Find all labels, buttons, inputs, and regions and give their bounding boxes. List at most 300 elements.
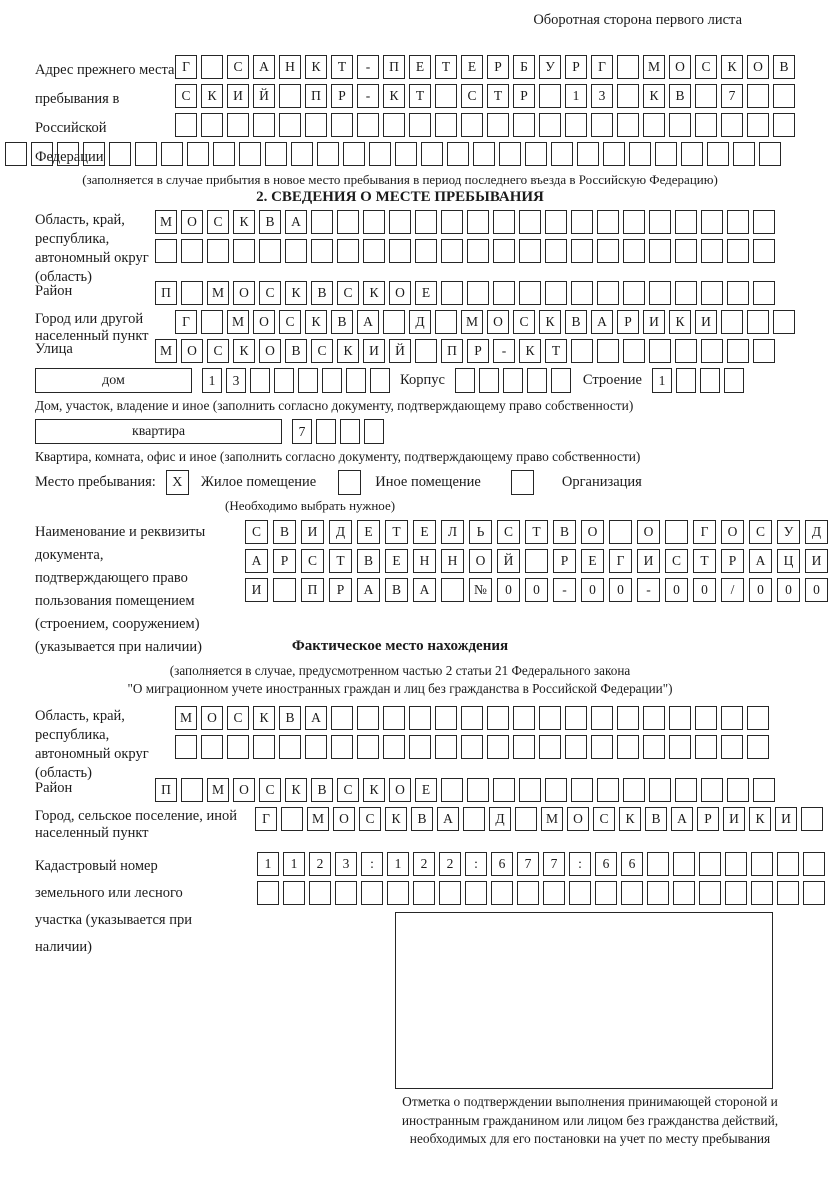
- char-cell[interactable]: [435, 706, 457, 730]
- char-cell[interactable]: К: [643, 84, 665, 108]
- char-cell[interactable]: С: [279, 310, 301, 334]
- char-cell[interactable]: [623, 281, 645, 305]
- char-cell[interactable]: М: [155, 210, 177, 234]
- char-cell[interactable]: [675, 210, 697, 234]
- char-cell[interactable]: [415, 239, 437, 263]
- char-cell[interactable]: Й: [497, 549, 520, 573]
- char-cell[interactable]: [415, 339, 437, 363]
- char-cell[interactable]: [181, 281, 203, 305]
- char-cell[interactable]: [331, 113, 353, 137]
- char-cell[interactable]: О: [487, 310, 509, 334]
- char-cell[interactable]: К: [383, 84, 405, 108]
- char-cell[interactable]: [647, 852, 669, 876]
- char-cell[interactable]: Т: [409, 84, 431, 108]
- char-cell[interactable]: [623, 778, 645, 802]
- char-cell[interactable]: 6: [491, 852, 513, 876]
- char-cell[interactable]: [487, 735, 509, 759]
- char-cell[interactable]: [447, 142, 469, 166]
- char-cell[interactable]: [513, 706, 535, 730]
- char-cell[interactable]: [525, 549, 548, 573]
- char-cell[interactable]: [571, 778, 593, 802]
- char-cell[interactable]: В: [669, 84, 691, 108]
- char-cell[interactable]: Г: [693, 520, 716, 544]
- char-cell[interactable]: С: [245, 520, 268, 544]
- char-cell[interactable]: [515, 807, 537, 831]
- char-cell[interactable]: О: [567, 807, 589, 831]
- char-cell[interactable]: -: [493, 339, 515, 363]
- char-cell[interactable]: И: [301, 520, 324, 544]
- char-cell[interactable]: [389, 210, 411, 234]
- char-cell[interactable]: П: [155, 778, 177, 802]
- char-cell[interactable]: Н: [441, 549, 464, 573]
- char-cell[interactable]: [701, 778, 723, 802]
- char-cell[interactable]: М: [461, 310, 483, 334]
- char-cell[interactable]: [409, 706, 431, 730]
- char-cell[interactable]: [597, 281, 619, 305]
- char-cell[interactable]: В: [773, 55, 795, 79]
- char-cell[interactable]: В: [385, 578, 408, 602]
- char-cell[interactable]: [519, 239, 541, 263]
- char-cell[interactable]: [727, 281, 749, 305]
- char-cell[interactable]: [257, 881, 279, 905]
- char-cell[interactable]: [317, 142, 339, 166]
- char-cell[interactable]: [346, 368, 366, 393]
- char-cell[interactable]: [753, 239, 775, 263]
- char-cell[interactable]: [675, 778, 697, 802]
- char-cell[interactable]: [357, 706, 379, 730]
- char-cell[interactable]: 0: [693, 578, 716, 602]
- char-cell[interactable]: [803, 881, 825, 905]
- char-cell[interactable]: [175, 735, 197, 759]
- char-cell[interactable]: [617, 706, 639, 730]
- char-cell[interactable]: 3: [335, 852, 357, 876]
- char-cell[interactable]: [539, 706, 561, 730]
- char-cell[interactable]: [455, 368, 475, 393]
- char-cell[interactable]: [309, 881, 331, 905]
- char-cell[interactable]: [413, 881, 435, 905]
- char-cell[interactable]: А: [357, 578, 380, 602]
- char-cell[interactable]: Е: [461, 55, 483, 79]
- char-cell[interactable]: О: [389, 778, 411, 802]
- char-cell[interactable]: Т: [693, 549, 716, 573]
- char-cell[interactable]: [467, 778, 489, 802]
- char-cell[interactable]: [499, 142, 521, 166]
- char-cell[interactable]: [747, 310, 769, 334]
- char-cell[interactable]: Д: [805, 520, 828, 544]
- char-cell[interactable]: С: [749, 520, 772, 544]
- char-cell[interactable]: [201, 55, 223, 79]
- char-cell[interactable]: [623, 239, 645, 263]
- char-cell[interactable]: [383, 735, 405, 759]
- char-cell[interactable]: О: [581, 520, 604, 544]
- char-cell[interactable]: [643, 113, 665, 137]
- char-cell[interactable]: [591, 706, 613, 730]
- char-cell[interactable]: К: [233, 339, 255, 363]
- char-cell[interactable]: М: [207, 778, 229, 802]
- char-cell[interactable]: С: [593, 807, 615, 831]
- char-cell[interactable]: О: [233, 778, 255, 802]
- char-cell[interactable]: Е: [415, 281, 437, 305]
- char-cell[interactable]: К: [233, 210, 255, 234]
- char-cell[interactable]: Б: [513, 55, 535, 79]
- char-cell[interactable]: К: [749, 807, 771, 831]
- char-cell[interactable]: [525, 142, 547, 166]
- char-cell[interactable]: [751, 852, 773, 876]
- char-cell[interactable]: -: [357, 55, 379, 79]
- char-cell[interactable]: И: [363, 339, 385, 363]
- char-cell[interactable]: [721, 706, 743, 730]
- char-cell[interactable]: [649, 239, 671, 263]
- char-cell[interactable]: [777, 852, 799, 876]
- char-cell[interactable]: [591, 735, 613, 759]
- char-cell[interactable]: [441, 210, 463, 234]
- char-cell[interactable]: С: [359, 807, 381, 831]
- char-cell[interactable]: К: [619, 807, 641, 831]
- char-cell[interactable]: [545, 239, 567, 263]
- char-cell[interactable]: Ь: [469, 520, 492, 544]
- char-cell[interactable]: С: [311, 339, 333, 363]
- char-cell[interactable]: 0: [525, 578, 548, 602]
- char-cell[interactable]: Т: [525, 520, 548, 544]
- char-cell[interactable]: И: [637, 549, 660, 573]
- char-cell[interactable]: [513, 113, 535, 137]
- char-cell[interactable]: О: [389, 281, 411, 305]
- char-cell[interactable]: 1: [565, 84, 587, 108]
- char-cell[interactable]: М: [643, 55, 665, 79]
- char-cell[interactable]: П: [383, 55, 405, 79]
- char-cell[interactable]: [753, 281, 775, 305]
- char-cell[interactable]: Г: [255, 807, 277, 831]
- char-cell[interactable]: 6: [621, 852, 643, 876]
- char-cell[interactable]: [279, 113, 301, 137]
- char-cell[interactable]: [701, 239, 723, 263]
- char-cell[interactable]: [363, 210, 385, 234]
- char-cell[interactable]: [322, 368, 342, 393]
- char-cell[interactable]: [551, 368, 571, 393]
- char-cell[interactable]: /: [721, 578, 744, 602]
- char-cell[interactable]: [387, 881, 409, 905]
- char-cell[interactable]: [773, 113, 795, 137]
- char-cell[interactable]: [699, 852, 721, 876]
- char-cell[interactable]: С: [259, 778, 281, 802]
- char-cell[interactable]: [751, 881, 773, 905]
- char-cell[interactable]: [675, 339, 697, 363]
- char-cell[interactable]: [435, 310, 457, 334]
- char-cell[interactable]: [279, 735, 301, 759]
- char-cell[interactable]: 7: [543, 852, 565, 876]
- char-cell[interactable]: К: [669, 310, 691, 334]
- char-cell[interactable]: [435, 735, 457, 759]
- char-cell[interactable]: [753, 210, 775, 234]
- char-cell[interactable]: [777, 881, 799, 905]
- char-cell[interactable]: [595, 881, 617, 905]
- char-cell[interactable]: :: [361, 852, 383, 876]
- char-cell[interactable]: Р: [273, 549, 296, 573]
- char-cell[interactable]: [669, 113, 691, 137]
- char-cell[interactable]: [383, 113, 405, 137]
- char-cell[interactable]: [461, 113, 483, 137]
- char-cell[interactable]: [395, 142, 417, 166]
- char-cell[interactable]: Р: [697, 807, 719, 831]
- char-cell[interactable]: [274, 368, 294, 393]
- char-cell[interactable]: В: [357, 549, 380, 573]
- char-cell[interactable]: С: [461, 84, 483, 108]
- char-cell[interactable]: [517, 881, 539, 905]
- char-cell[interactable]: [699, 881, 721, 905]
- char-cell[interactable]: С: [497, 520, 520, 544]
- char-cell[interactable]: М: [307, 807, 329, 831]
- char-cell[interactable]: [155, 239, 177, 263]
- char-cell[interactable]: [201, 310, 223, 334]
- char-cell[interactable]: [181, 778, 203, 802]
- char-cell[interactable]: А: [591, 310, 613, 334]
- char-cell[interactable]: Т: [545, 339, 567, 363]
- char-cell[interactable]: [383, 706, 405, 730]
- char-cell[interactable]: Д: [409, 310, 431, 334]
- char-cell[interactable]: О: [259, 339, 281, 363]
- char-cell[interactable]: [519, 210, 541, 234]
- char-cell[interactable]: [727, 210, 749, 234]
- char-cell[interactable]: [773, 310, 795, 334]
- char-cell[interactable]: [649, 339, 671, 363]
- char-cell[interactable]: [747, 706, 769, 730]
- char-cell[interactable]: 0: [497, 578, 520, 602]
- char-cell[interactable]: У: [539, 55, 561, 79]
- char-cell[interactable]: [591, 113, 613, 137]
- char-cell[interactable]: П: [441, 339, 463, 363]
- char-cell[interactable]: [441, 778, 463, 802]
- char-cell[interactable]: [543, 881, 565, 905]
- char-cell[interactable]: [389, 239, 411, 263]
- char-cell[interactable]: [527, 368, 547, 393]
- char-cell[interactable]: [285, 239, 307, 263]
- char-cell[interactable]: [545, 778, 567, 802]
- char-cell[interactable]: [701, 281, 723, 305]
- char-cell[interactable]: К: [285, 281, 307, 305]
- char-cell[interactable]: [665, 520, 688, 544]
- char-cell[interactable]: Р: [617, 310, 639, 334]
- char-cell[interactable]: А: [357, 310, 379, 334]
- char-cell[interactable]: [337, 210, 359, 234]
- char-cell[interactable]: А: [253, 55, 275, 79]
- char-cell[interactable]: [370, 368, 390, 393]
- char-cell[interactable]: [721, 735, 743, 759]
- char-cell[interactable]: Г: [591, 55, 613, 79]
- char-cell[interactable]: [603, 142, 625, 166]
- char-cell[interactable]: [707, 142, 729, 166]
- char-cell[interactable]: В: [285, 339, 307, 363]
- char-cell[interactable]: О: [637, 520, 660, 544]
- char-cell[interactable]: :: [569, 852, 591, 876]
- char-cell[interactable]: [213, 142, 235, 166]
- char-cell[interactable]: Р: [565, 55, 587, 79]
- char-cell[interactable]: Г: [175, 55, 197, 79]
- char-cell[interactable]: 6: [595, 852, 617, 876]
- char-cell[interactable]: [681, 142, 703, 166]
- char-cell[interactable]: [695, 735, 717, 759]
- char-cell[interactable]: [305, 113, 327, 137]
- char-cell[interactable]: [343, 142, 365, 166]
- char-cell[interactable]: Д: [489, 807, 511, 831]
- char-cell[interactable]: С: [337, 778, 359, 802]
- char-cell[interactable]: [695, 113, 717, 137]
- char-cell[interactable]: В: [553, 520, 576, 544]
- char-cell[interactable]: [441, 239, 463, 263]
- char-cell[interactable]: [5, 142, 27, 166]
- char-cell[interactable]: С: [695, 55, 717, 79]
- char-cell[interactable]: [467, 239, 489, 263]
- char-cell[interactable]: [519, 281, 541, 305]
- char-cell[interactable]: [439, 881, 461, 905]
- char-cell[interactable]: [250, 368, 270, 393]
- char-cell[interactable]: [181, 239, 203, 263]
- char-cell[interactable]: О: [253, 310, 275, 334]
- char-cell[interactable]: Т: [329, 549, 352, 573]
- char-cell[interactable]: [701, 210, 723, 234]
- char-cell[interactable]: В: [259, 210, 281, 234]
- char-cell[interactable]: [357, 735, 379, 759]
- char-cell[interactable]: И: [775, 807, 797, 831]
- char-cell[interactable]: [669, 735, 691, 759]
- char-cell[interactable]: 2: [439, 852, 461, 876]
- char-cell[interactable]: Р: [487, 55, 509, 79]
- char-cell[interactable]: [519, 778, 541, 802]
- char-cell[interactable]: А: [285, 210, 307, 234]
- char-cell[interactable]: С: [207, 339, 229, 363]
- char-cell[interactable]: 1: [202, 368, 222, 393]
- char-cell[interactable]: 2: [413, 852, 435, 876]
- char-cell[interactable]: [551, 142, 573, 166]
- char-cell[interactable]: [311, 239, 333, 263]
- char-cell[interactable]: О: [721, 520, 744, 544]
- char-cell[interactable]: М: [207, 281, 229, 305]
- char-cell[interactable]: [361, 881, 383, 905]
- char-cell[interactable]: [647, 881, 669, 905]
- char-cell[interactable]: [669, 706, 691, 730]
- char-cell[interactable]: А: [245, 549, 268, 573]
- char-cell[interactable]: [187, 142, 209, 166]
- char-cell[interactable]: [747, 84, 769, 108]
- char-cell[interactable]: К: [721, 55, 743, 79]
- char-cell[interactable]: 0: [749, 578, 772, 602]
- char-cell[interactable]: [461, 706, 483, 730]
- char-cell[interactable]: К: [305, 55, 327, 79]
- char-cell[interactable]: Р: [553, 549, 576, 573]
- char-cell[interactable]: [571, 339, 593, 363]
- char-cell[interactable]: Р: [467, 339, 489, 363]
- char-cell[interactable]: [721, 113, 743, 137]
- char-cell[interactable]: [673, 852, 695, 876]
- char-cell[interactable]: [801, 807, 823, 831]
- char-cell[interactable]: 1: [257, 852, 279, 876]
- char-cell[interactable]: [383, 310, 405, 334]
- char-cell[interactable]: Е: [385, 549, 408, 573]
- char-cell[interactable]: М: [155, 339, 177, 363]
- char-cell[interactable]: [571, 210, 593, 234]
- char-cell[interactable]: Е: [581, 549, 604, 573]
- char-cell[interactable]: Р: [329, 578, 352, 602]
- char-cell[interactable]: [291, 142, 313, 166]
- char-cell[interactable]: С: [301, 549, 324, 573]
- char-cell[interactable]: [435, 113, 457, 137]
- char-cell[interactable]: [571, 281, 593, 305]
- char-cell[interactable]: К: [285, 778, 307, 802]
- char-cell[interactable]: И: [723, 807, 745, 831]
- char-cell[interactable]: [421, 142, 443, 166]
- char-cell[interactable]: [265, 142, 287, 166]
- char-cell[interactable]: [597, 778, 619, 802]
- char-cell[interactable]: 0: [581, 578, 604, 602]
- char-cell[interactable]: [753, 778, 775, 802]
- char-cell[interactable]: 0: [609, 578, 632, 602]
- char-cell[interactable]: [753, 339, 775, 363]
- char-cell[interactable]: 3: [591, 84, 613, 108]
- char-cell[interactable]: [676, 368, 696, 393]
- char-cell[interactable]: С: [513, 310, 535, 334]
- char-cell[interactable]: Й: [253, 84, 275, 108]
- char-cell[interactable]: В: [565, 310, 587, 334]
- char-cell[interactable]: [311, 210, 333, 234]
- char-cell[interactable]: [565, 113, 587, 137]
- char-cell[interactable]: В: [311, 281, 333, 305]
- char-cell[interactable]: [227, 113, 249, 137]
- char-cell[interactable]: [340, 419, 360, 444]
- char-cell[interactable]: О: [201, 706, 223, 730]
- checkbox-other-premises[interactable]: [338, 470, 361, 495]
- char-cell[interactable]: С: [259, 281, 281, 305]
- char-cell[interactable]: [201, 735, 223, 759]
- char-cell[interactable]: К: [539, 310, 561, 334]
- char-cell[interactable]: [279, 84, 301, 108]
- char-cell[interactable]: [569, 881, 591, 905]
- char-cell[interactable]: [577, 142, 599, 166]
- char-cell[interactable]: [721, 310, 743, 334]
- char-cell[interactable]: К: [519, 339, 541, 363]
- char-cell[interactable]: В: [411, 807, 433, 831]
- char-cell[interactable]: [609, 520, 632, 544]
- char-cell[interactable]: [201, 113, 223, 137]
- char-cell[interactable]: [623, 339, 645, 363]
- char-cell[interactable]: А: [671, 807, 693, 831]
- char-cell[interactable]: Н: [279, 55, 301, 79]
- char-cell[interactable]: О: [181, 210, 203, 234]
- char-cell[interactable]: [409, 735, 431, 759]
- char-cell[interactable]: [655, 142, 677, 166]
- char-cell[interactable]: [467, 210, 489, 234]
- char-cell[interactable]: И: [643, 310, 665, 334]
- char-cell[interactable]: Л: [441, 520, 464, 544]
- char-cell[interactable]: В: [273, 520, 296, 544]
- char-cell[interactable]: 3: [226, 368, 246, 393]
- char-cell[interactable]: [305, 735, 327, 759]
- char-cell[interactable]: [281, 807, 303, 831]
- char-cell[interactable]: [298, 368, 318, 393]
- char-cell[interactable]: [503, 368, 523, 393]
- char-cell[interactable]: Р: [331, 84, 353, 108]
- char-cell[interactable]: М: [227, 310, 249, 334]
- char-cell[interactable]: [253, 735, 275, 759]
- char-cell[interactable]: Т: [385, 520, 408, 544]
- char-cell[interactable]: 0: [665, 578, 688, 602]
- char-cell[interactable]: [175, 113, 197, 137]
- char-cell[interactable]: К: [385, 807, 407, 831]
- char-cell[interactable]: [617, 84, 639, 108]
- char-cell[interactable]: [675, 281, 697, 305]
- char-cell[interactable]: И: [227, 84, 249, 108]
- char-cell[interactable]: [357, 113, 379, 137]
- char-cell[interactable]: [441, 578, 464, 602]
- char-cell[interactable]: П: [305, 84, 327, 108]
